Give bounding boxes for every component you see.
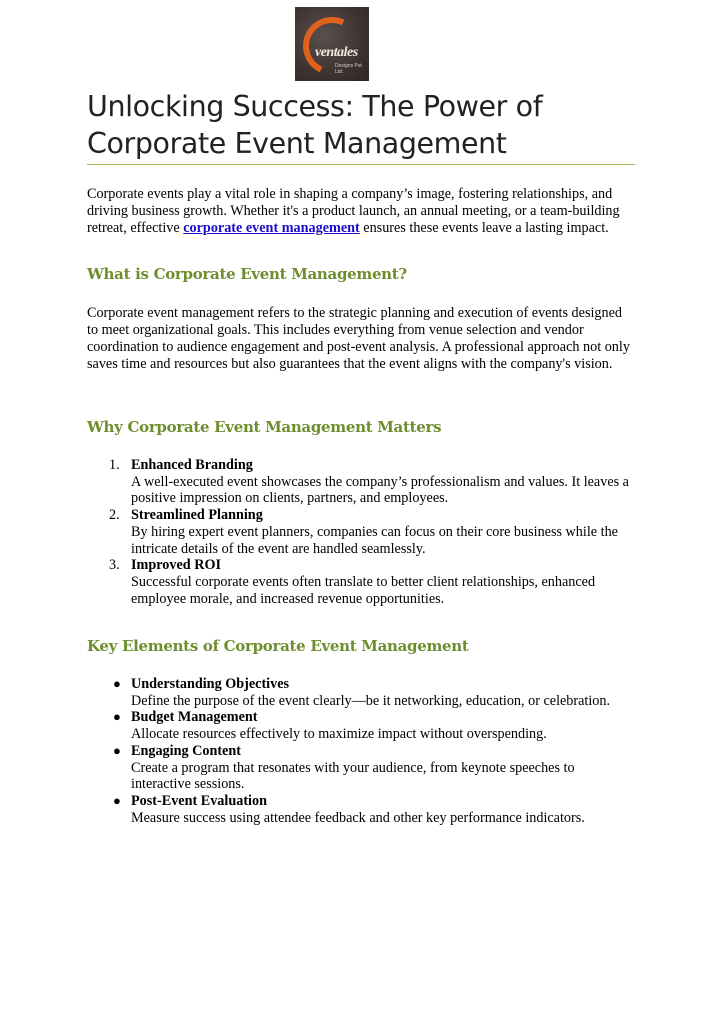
key-elements-list — [87, 676, 635, 826]
list-item-description: Allocate resources effectively to maximize impact without overspending. — [131, 726, 547, 743]
corporate-event-management-link[interactable]: corporate event management — [183, 220, 360, 236]
list-item-heading: Enhanced Branding — [131, 457, 253, 473]
intro-paragraph — [87, 186, 635, 237]
list-number: 3. — [109, 557, 120, 574]
bullet-icon: ● — [113, 709, 121, 725]
list-item — [87, 793, 635, 826]
list-item-heading: Post-Event Evaluation — [131, 792, 267, 809]
list-item-description: By hiring expert event planners, companies can focus on their core business while the intricate details of the event are handled seamlessly. — [131, 523, 618, 557]
list-item-description: Define the purpose of the event clearly—be it networking, education, or celebration. — [131, 692, 611, 709]
page-title: Unlocking Success: The Power of Corporate Event Management — [87, 90, 543, 160]
title-divider — [87, 164, 635, 165]
list-item-description: Measure success using attendee feedback and other key performance indicators. — [131, 809, 585, 826]
list-item — [87, 557, 635, 607]
logo-subtitle: Designs Pvt. Ltd. — [335, 63, 364, 75]
list-item-description: Create a program that resonates with your audience, from keynote speeches to interactive sessions. — [131, 759, 575, 793]
intro-text-after: ensures these events leave a lasting impact. — [359, 220, 609, 236]
list-item — [87, 709, 635, 742]
section-heading-why-matters: Why Corporate Event Management Matters — [87, 418, 442, 436]
list-item-description: Successful corporate events often translate to better client relationships, enhanced employee morale, and increased revenue opportunities. — [131, 573, 596, 607]
list-item — [87, 457, 635, 507]
list-number: 1. — [109, 457, 120, 473]
list-number: 2. — [109, 507, 120, 524]
logo-wordmark: ventales — [315, 45, 358, 60]
list-item — [87, 676, 635, 709]
list-item — [87, 507, 635, 557]
list-item-heading: Budget Management — [131, 709, 258, 726]
what-is-paragraph: Corporate event management refers to the strategic planning and execution of events designed to meet organizational goals. This includes everything from venue selection and vendor coordination to audience engagement and post-event analysis. A professional approach not only saves time and resources but also guarantees that the event aligns with the company's vision. — [87, 305, 630, 372]
list-item-description: A well-executed event showcases the company’s professionalism and values. It leaves a positive impression on clients, partners, and employees. — [131, 473, 629, 507]
list-item — [87, 743, 635, 793]
bullet-icon: ● — [113, 676, 121, 691]
intro-text-before: Corporate events play a vital role in shaping a company’s image, fostering relationships, and driving business growth. Whether it's a product launch, an annual meeting, or a team-building retreat, effective — [87, 186, 620, 236]
company-logo — [295, 7, 369, 81]
list-item-heading: Engaging Content — [131, 742, 241, 759]
list-item-heading: Streamlined Planning — [131, 507, 263, 524]
section-heading-key-elements: Key Elements of Corporate Event Management — [87, 637, 469, 655]
list-item-heading: Improved ROI — [131, 557, 221, 574]
list-item-heading: Understanding Objectives — [131, 676, 290, 692]
bullet-icon: ● — [113, 742, 121, 758]
bullet-icon: ● — [113, 792, 121, 808]
why-matters-list — [87, 457, 635, 607]
section-heading-what-is: What is Corporate Event Management? — [87, 265, 407, 283]
